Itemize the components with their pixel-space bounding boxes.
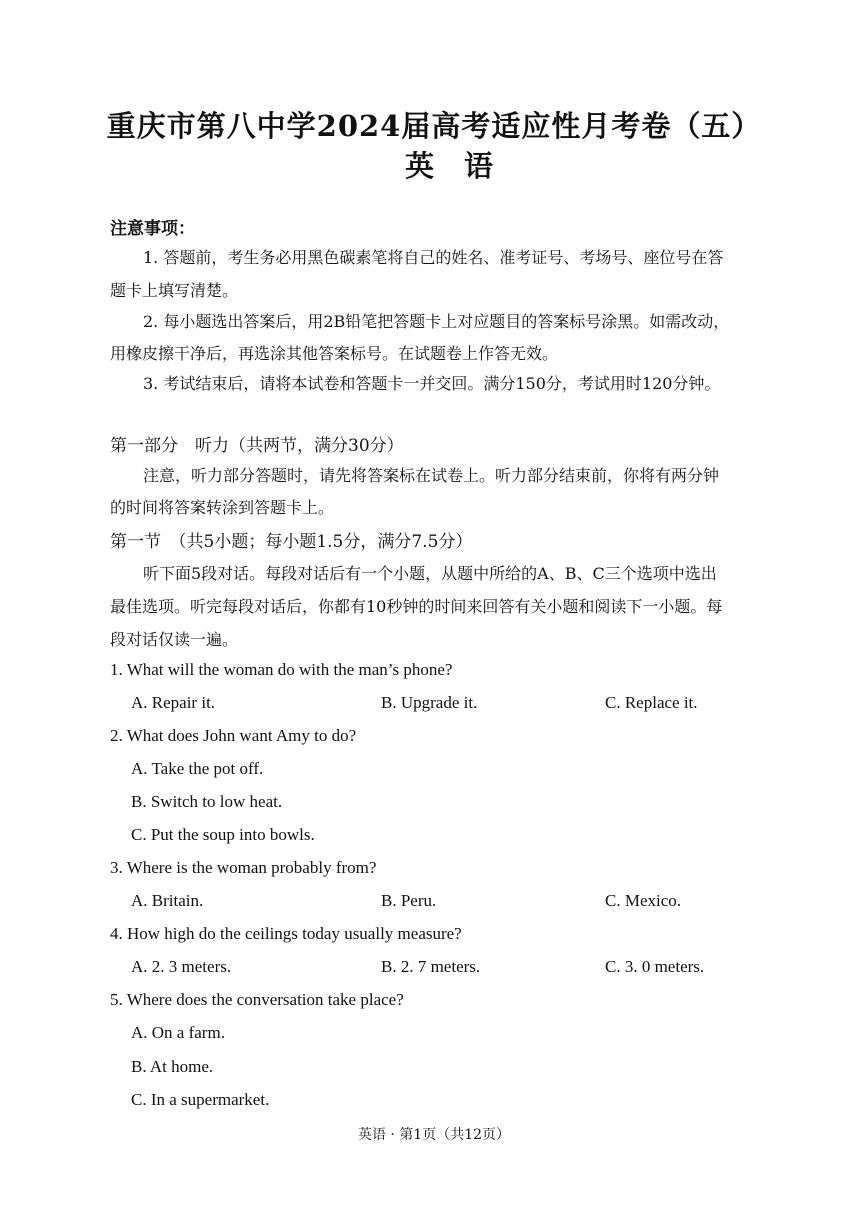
subject-title: 英语 bbox=[404, 149, 523, 183]
option-c: C. Replace it. bbox=[605, 693, 698, 712]
option-b: B. Peru. bbox=[381, 891, 437, 910]
option-c: C. In a supermarket. bbox=[131, 1090, 270, 1109]
option-a: A. Britain. bbox=[131, 891, 204, 910]
notice-item-2: 2. 每小题选出答案后，用2B铅笔把答题卡上对应题目的答案标号涂黑。如需改动， bbox=[143, 312, 730, 331]
option-b: B. At home. bbox=[131, 1057, 214, 1076]
page-footer: 英语 · 第1页（共12页） bbox=[357, 1127, 511, 1143]
part1-heading: 第一部分 听力（共两节，满分30分） bbox=[110, 436, 404, 456]
option-b: B. Upgrade it. bbox=[381, 693, 478, 712]
question-stem: 2. What does John want Amy to do? bbox=[110, 726, 357, 745]
notice-item-2-cont: 用橡皮擦干净后，再选涂其他答案标号。在试题卷上作答无效。 bbox=[110, 344, 559, 363]
section1-heading: 第一节 （共5小题；每小题1.5分，满分7.5分） bbox=[110, 532, 473, 552]
section1-instructions-3: 段对话仅读一遍。 bbox=[110, 630, 239, 649]
option-a: A. Take the pot off. bbox=[131, 759, 264, 778]
notice-item-3: 3. 考试结束后，请将本试卷和答题卡一并交回。满分150分，考试用时120分钟。 bbox=[143, 374, 721, 393]
question-stem: 5. Where does the conversation take place? bbox=[110, 990, 404, 1009]
option-a: A. Repair it. bbox=[131, 693, 216, 712]
option-b: B. Switch to low heat. bbox=[131, 792, 283, 811]
exam-title: 重庆市第八中学2024届高考适应性月考卷（五） bbox=[106, 109, 762, 143]
option-a: A. On a farm. bbox=[131, 1023, 225, 1042]
option-b: B. 2. 7 meters. bbox=[381, 957, 481, 976]
option-a: A. 2. 3 meters. bbox=[131, 957, 232, 976]
option-c: C. Mexico. bbox=[605, 891, 682, 910]
option-c: C. Put the soup into bowls. bbox=[131, 825, 315, 844]
section1-instructions-2: 最佳选项。听完每段对话后，你都有10秒钟的时间来回答有关小题和阅读下一小题。每 bbox=[110, 597, 723, 616]
question-stem: 1. What will the woman do with the man’s phone? bbox=[110, 660, 453, 679]
notice-item-1-cont: 题卡上填写清楚。 bbox=[110, 281, 239, 300]
section1-instructions: 听下面5段对话。每段对话后有一个小题，从题中所给的A、B、C三个选项中选出 bbox=[143, 564, 717, 583]
notice-item-1: 1. 答题前，考生务必用黑色碳素笔将自己的姓名、准考证号、考场号、座位号在答 bbox=[143, 248, 724, 267]
part1-note-cont: 的时间将答案转涂到答题卡上。 bbox=[110, 498, 335, 517]
part1-note: 注意，听力部分答题时，请先将答案标在试卷上。听力部分结束前，你将有两分钟 bbox=[143, 466, 720, 485]
question-stem: 4. How high do the ceilings today usually measure? bbox=[110, 924, 462, 943]
option-c: C. 3. 0 meters. bbox=[605, 957, 705, 976]
notice-heading: 注意事项： bbox=[110, 219, 195, 239]
question-stem: 3. Where is the woman probably from? bbox=[110, 858, 377, 877]
